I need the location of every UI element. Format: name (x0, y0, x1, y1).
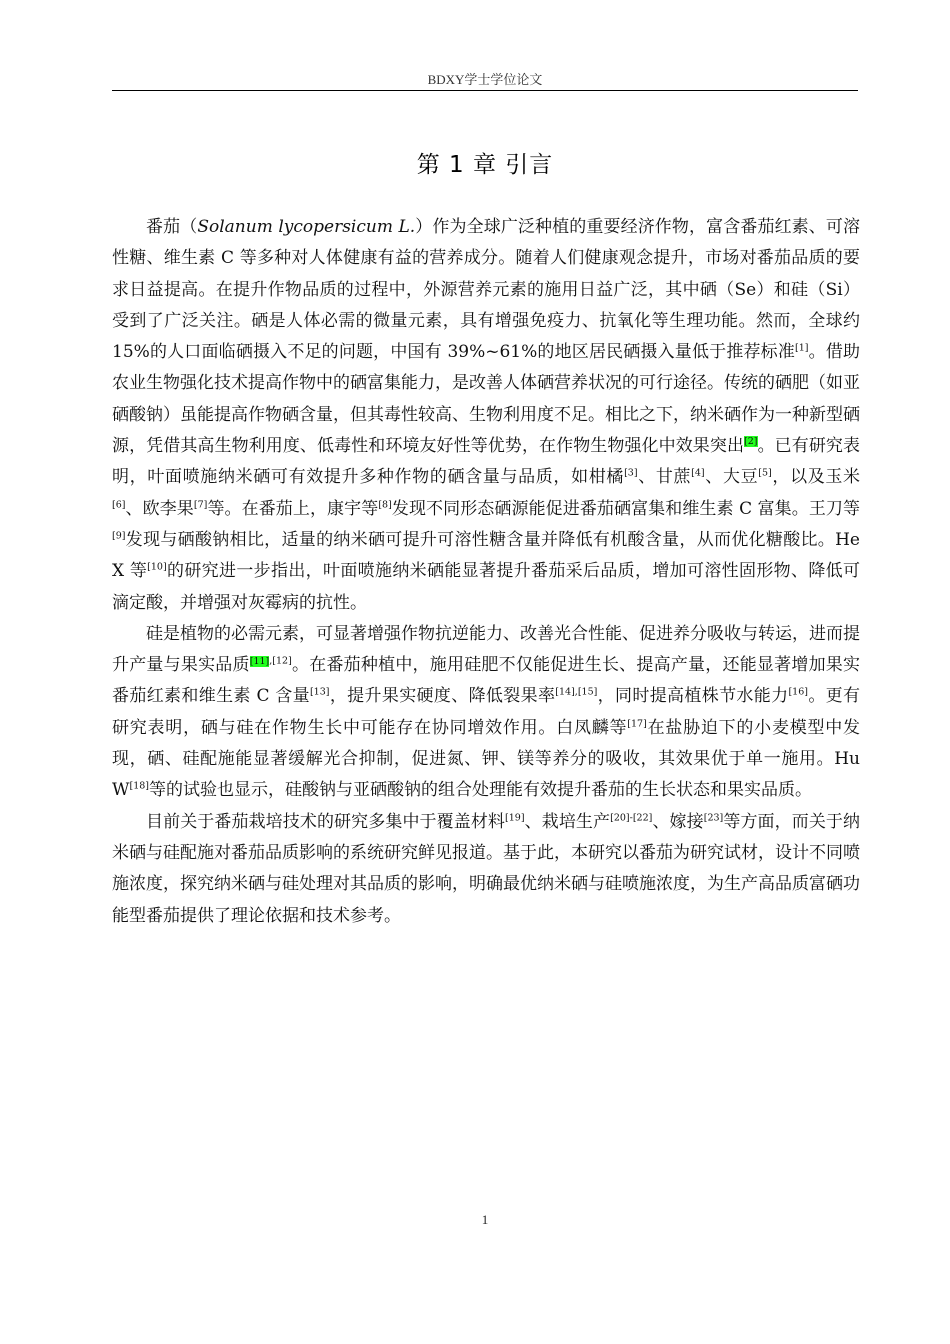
text-run: 、甘蔗 (637, 467, 692, 488)
citation-link[interactable]: [6] (112, 499, 126, 511)
text-run: 在盐胁迫下的小麦模型中发现，硒、硅配施能显著缓解光合抑制，促进氮、钾、镁等养分的吸收，其效果优于单一施用。Hu W (112, 717, 861, 801)
citation-link[interactable]: [3] (624, 467, 638, 479)
text-run: 。已有研究表明，叶面喷施纳米硒可有效提升多种作物的硒含量与品质，如柑橘 (112, 436, 861, 488)
text-run: 硅是植物的必需元素，可显著增强作物抗逆能力、改善光合性能、促进养分吸收与转运，进而提升产量与果实品质 (112, 623, 860, 676)
text-run: 。借助农业生物强化技术提高作物中的硒富集能力，是改善人体硒营养状况的可行途径。传统的硒肥（如亚硒酸钠）虽能提高作物硒含量，但其毒性较高、生物利用度不足。相比之下，纳米硒作为一种新型硒源，凭借其高生物利用度、低毒性和环境友好性等优势，在作物生物强化中效果突出 (112, 342, 860, 457)
species-name: Solanum lycopersicum L. (197, 217, 416, 237)
citation-link[interactable]: [4] (691, 467, 705, 479)
citation-link[interactable]: [7] (193, 499, 208, 511)
text-run: 等方面，而关于纳米硒与硅配施对番茄品质影响的系统研究鲜见报道。基于此，本研究以番茄为研究试材，设计不同喷施浓度，探究纳米硒与硅处理对其品质的影响，明确最优纳米硒与硅喷施浓度，为生产高品质富硒功能型番茄提供了理论依据和技术参考。 (112, 811, 861, 926)
text-run: 、大豆 (704, 467, 759, 488)
text-run: 发现不同形态硒源能促进番茄硒富集和维生素 C 富集。王刀等 (391, 498, 861, 519)
paragraph (112, 619, 860, 807)
text-run: 、嫁接 (652, 811, 704, 832)
text-run: 发现与硒酸钠相比，适量的纳米硒可提升可溶性糖含量并降低有机酸含量，从而优化糖酸比。He X 等 (112, 529, 860, 582)
citation-link[interactable]: [19] (505, 811, 525, 823)
text-run: 、欧李果 (125, 498, 194, 519)
citation-link[interactable]: [8] (378, 499, 392, 511)
text-run: 的研究进一步指出，叶面喷施纳米硒能显著提升番茄采后品质，增加可溶性固形物、降低可滴定酸，并增强对灰霉病的抗性。 (112, 561, 860, 613)
text-run: 。在番茄种植中，施用硅肥不仅能促进生长、提高产量，还能显著增加果实番茄红素和维生素 C 含量 (112, 655, 861, 707)
body-text (112, 212, 860, 932)
citation-link[interactable]: [18] (129, 780, 149, 792)
citation-link[interactable]: [10] (147, 561, 167, 573)
citation-link[interactable]: [16] (788, 686, 808, 698)
text-run: 。更有研究表明，硒与硅在作物生长中可能存在协同增效作用。白凤麟等 (112, 686, 861, 738)
citation-link[interactable]: ,[12] (269, 655, 292, 667)
running-header: BDXY学士学位论文 (427, 72, 543, 87)
page-number: 1 (481, 1212, 489, 1227)
citation-link[interactable]: [14],[15] (555, 686, 598, 698)
citation-link[interactable]: [20]-[22] (610, 811, 653, 823)
citation-link[interactable]: [17] (627, 718, 647, 730)
text-run: ，同时提高植株节水能力 (597, 686, 789, 707)
text-run: 、栽培生产 (524, 811, 611, 832)
citation-link[interactable]: [9] (112, 530, 126, 542)
paragraph (112, 807, 860, 932)
citation-link[interactable]: [1] (795, 342, 809, 354)
citation-link[interactable]: [23] (703, 811, 724, 823)
text-run: 目前关于番茄栽培技术的研究多集中于覆盖材料 (146, 811, 506, 832)
text-run: ，提升果实硬度、降低裂果率 (329, 686, 556, 707)
paragraph (112, 212, 860, 619)
text-run: 等。在番茄上，康宇等 (207, 498, 379, 519)
text-run: 等的试验也显示，硅酸钠与亚硒酸钠的组合处理能有效提升番茄的生长状态和果实品质。 (149, 780, 812, 801)
citation-link[interactable]: [5] (758, 467, 772, 479)
text-run: ）作为全球广泛种植的重要经济作物，富含番茄红素、可溶性糖、维生素 C 等多种对人体健康有益的营养成分。随着人们健康观念提升，市场对番茄品质的要求日益提高。在提升作物品质的过程中，外源营养元素的施用日益广泛，其中硒（Se）和硅（Si）受到了广泛关注。硒是人体必需的微量元素，具有增强免疫力、抗氧化等生理功能。然而，全球约 15%的人口面临硒摄入不足的问题，中国有 39%~61%的地区居民硒摄入量低于推荐标准 (112, 217, 861, 363)
chapter-title: 第 1 章 引言 (416, 152, 554, 178)
header-rule (112, 90, 858, 91)
text-run: ，以及玉米 (771, 467, 861, 488)
citation-link[interactable]: [13] (309, 686, 330, 698)
text-run: 番茄（ (146, 217, 198, 237)
citation-link[interactable]: [11] (249, 655, 270, 667)
citation-link[interactable]: [2] (744, 436, 758, 448)
